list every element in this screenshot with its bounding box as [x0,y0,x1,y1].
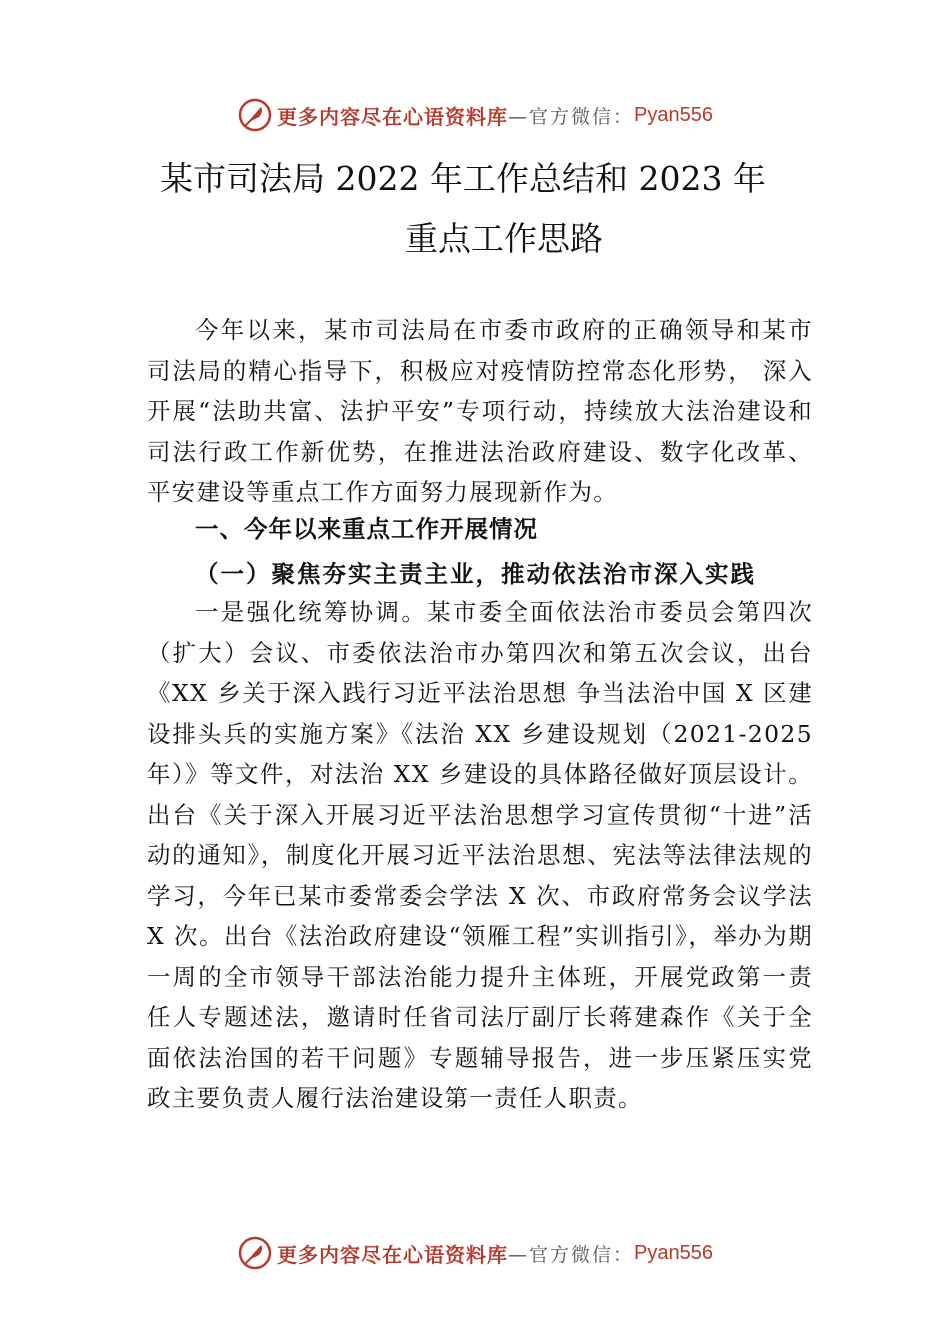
document-title-line-1: 某市司法局 2022 年工作总结和 2023 年 [160,159,766,198]
feather-pen-circle-icon [237,1235,273,1271]
intro-paragraph: 今年以来，某市司法局在市委市政府的正确领导和某市司法局的精心指导下，积极应对疫情防控常态化形势， 深入开展“法助共富、法护平安”专项行动，持续放大法治建设和司法行政工作新优势，在推进法治政府建设、数字化改革、平安建设等重点工作方面努力展现新作为。 [147,316,813,506]
body-paragraph: 一是强化统筹协调。某市委全面依法治市委员会第四次（扩大）会议、市委依法治市办第四次和第五次会议，出台《XX 乡关于深入践行习近平法治思想 争当法治中国 X 区建设排头兵的实施方案》《法治 XX 乡建设规划（2021-2025年）》等文件，对法治 XX 乡建设的具体路径做好顶层设计。出台《关于深入开展习近平法治思想学习宣传贯彻“十进”活动的通知》，制度化开展习近平法治思想、宪法等法律法规的学习，今年已某市委常委会学法 X 次、市政府常务会议学法 X 次。出台《法治政府建设“领雁工程”实训指引》，举办为期一周的全市领导干部法治能力提升主体班，开展党政第一责任人专题述法，邀请时任省司法厅副厅长蒋建森作《关于全面依法治国的若干问题》专题辅导报告，进一步压紧压实党 政主要负责人履行法治建设第一责任人职责。 [147,598,813,1112]
watermark-banner-bottom [0,1233,950,1273]
section-heading: 一、今年以来重点工作开展情况 [195,515,538,543]
watermark-brand-text: 更多内容尽在心语资料库 [277,104,508,129]
watermark-banner-top [0,95,950,135]
watermark-official-text: —官方微信： [508,105,635,128]
subsection-heading: （一）聚焦夯实主责主业，推动依法治市深入实践 [195,560,756,588]
watermark-wechat-id: Pyan556 [634,1241,713,1264]
watermark-brand-text: 更多内容尽在心语资料库 [277,1242,508,1267]
feather-pen-circle-icon [237,97,273,133]
watermark-wechat-id: Pyan556 [634,103,713,126]
document-title-line-2: 重点工作思路 [405,219,603,258]
watermark-official-text: —官方微信： [508,1243,635,1266]
